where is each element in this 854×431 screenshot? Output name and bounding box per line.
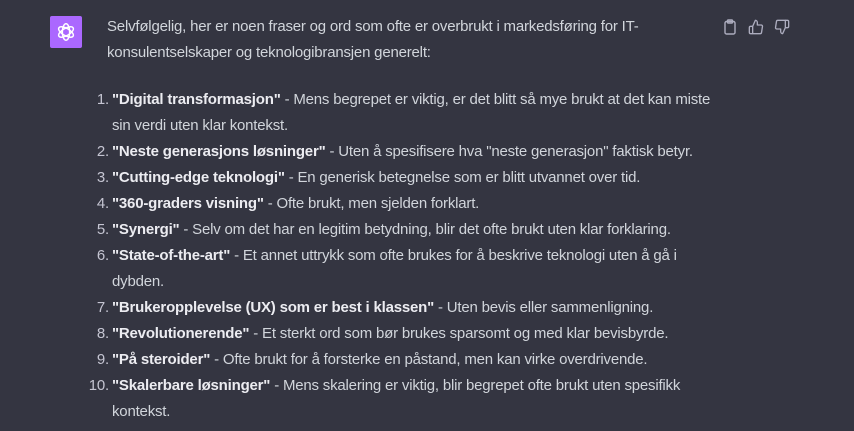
list-item xyxy=(96,321,719,347)
item-term: "Neste generasjons løsninger" xyxy=(112,143,326,160)
item-term: "Digital transformasjon" xyxy=(112,91,281,108)
assistant-avatar xyxy=(50,16,82,48)
phrase-list xyxy=(88,87,719,425)
item-term: "På steroider" xyxy=(112,351,211,368)
list-item xyxy=(88,373,719,425)
copy-button[interactable] xyxy=(722,18,738,36)
thumbs-down-icon xyxy=(774,19,790,35)
item-description: - En generisk betegnelse som er blitt utvannet over tid. xyxy=(284,169,641,186)
item-description: - Selv om det har en legitim betydning, blir det ofte brukt uten klar forklaring. xyxy=(179,221,671,238)
list-item xyxy=(96,243,719,295)
list-item xyxy=(96,295,719,321)
item-number: 9. xyxy=(96,351,109,368)
item-number: 2. xyxy=(96,143,109,160)
item-number: 8. xyxy=(96,325,109,342)
item-number: 7. xyxy=(96,299,109,316)
item-number: 1. xyxy=(96,91,109,108)
item-description: - Et annet uttrykk som ofte brukes for å beskrive teknologi uten å gå i dybden. xyxy=(112,247,677,290)
message-actions xyxy=(722,18,790,36)
item-description: - Mens begrepet er viktig, er det blitt så mye brukt at det kan miste sin verdi uten klar kontekst. xyxy=(112,91,711,134)
item-description: - Ofte brukt, men sjelden forklart. xyxy=(263,195,480,212)
item-description: - Ofte brukt for å forsterke en påstand, men kan virke overdrivende. xyxy=(210,351,648,368)
clipboard-icon xyxy=(723,19,737,35)
item-term: "Revolutionerende" xyxy=(112,325,250,342)
list-item xyxy=(96,347,719,373)
item-number: 6. xyxy=(96,247,109,264)
list-item xyxy=(96,191,719,217)
intro-text: Selvfølgelig, her er noen fraser og ord som ofte er overbrukt i markedsføring for IT-konsulentselskaper og teknologibransjen generelt: xyxy=(107,18,639,61)
openai-logo-icon xyxy=(55,21,77,43)
item-term: "Cutting-edge teknologi" xyxy=(112,169,285,186)
item-description: - Uten å spesifisere hva "neste generasjon" faktisk betyr. xyxy=(325,143,693,160)
item-description: - Et sterkt ord som bør brukes sparsomt og med klar bevisbyrde. xyxy=(249,325,669,342)
item-description: - Uten bevis eller sammenligning. xyxy=(434,299,654,316)
item-term: "Skalerbare løsninger" xyxy=(112,377,271,394)
item-term: "Brukeropplevelse (UX) som er best i klassen" xyxy=(112,299,435,316)
list-item xyxy=(96,87,719,139)
assistant-message xyxy=(88,14,719,425)
list-item xyxy=(96,139,719,165)
list-item xyxy=(96,217,719,243)
list-item xyxy=(96,165,719,191)
thumbs-up-button[interactable] xyxy=(748,18,764,36)
item-term: "360-graders visning" xyxy=(112,195,264,212)
item-term: "State-of-the-art" xyxy=(112,247,231,264)
item-term: "Synergi" xyxy=(112,221,180,238)
thumbs-up-icon xyxy=(748,19,764,35)
item-number: 5. xyxy=(96,221,109,238)
item-number: 3. xyxy=(96,169,109,186)
item-number: 10. xyxy=(88,377,109,394)
item-description: - Mens skalering er viktig, blir begrepet ofte brukt uten spesifikk kontekst. xyxy=(112,377,681,420)
thumbs-down-button[interactable] xyxy=(774,18,790,36)
item-number: 4. xyxy=(96,195,109,212)
